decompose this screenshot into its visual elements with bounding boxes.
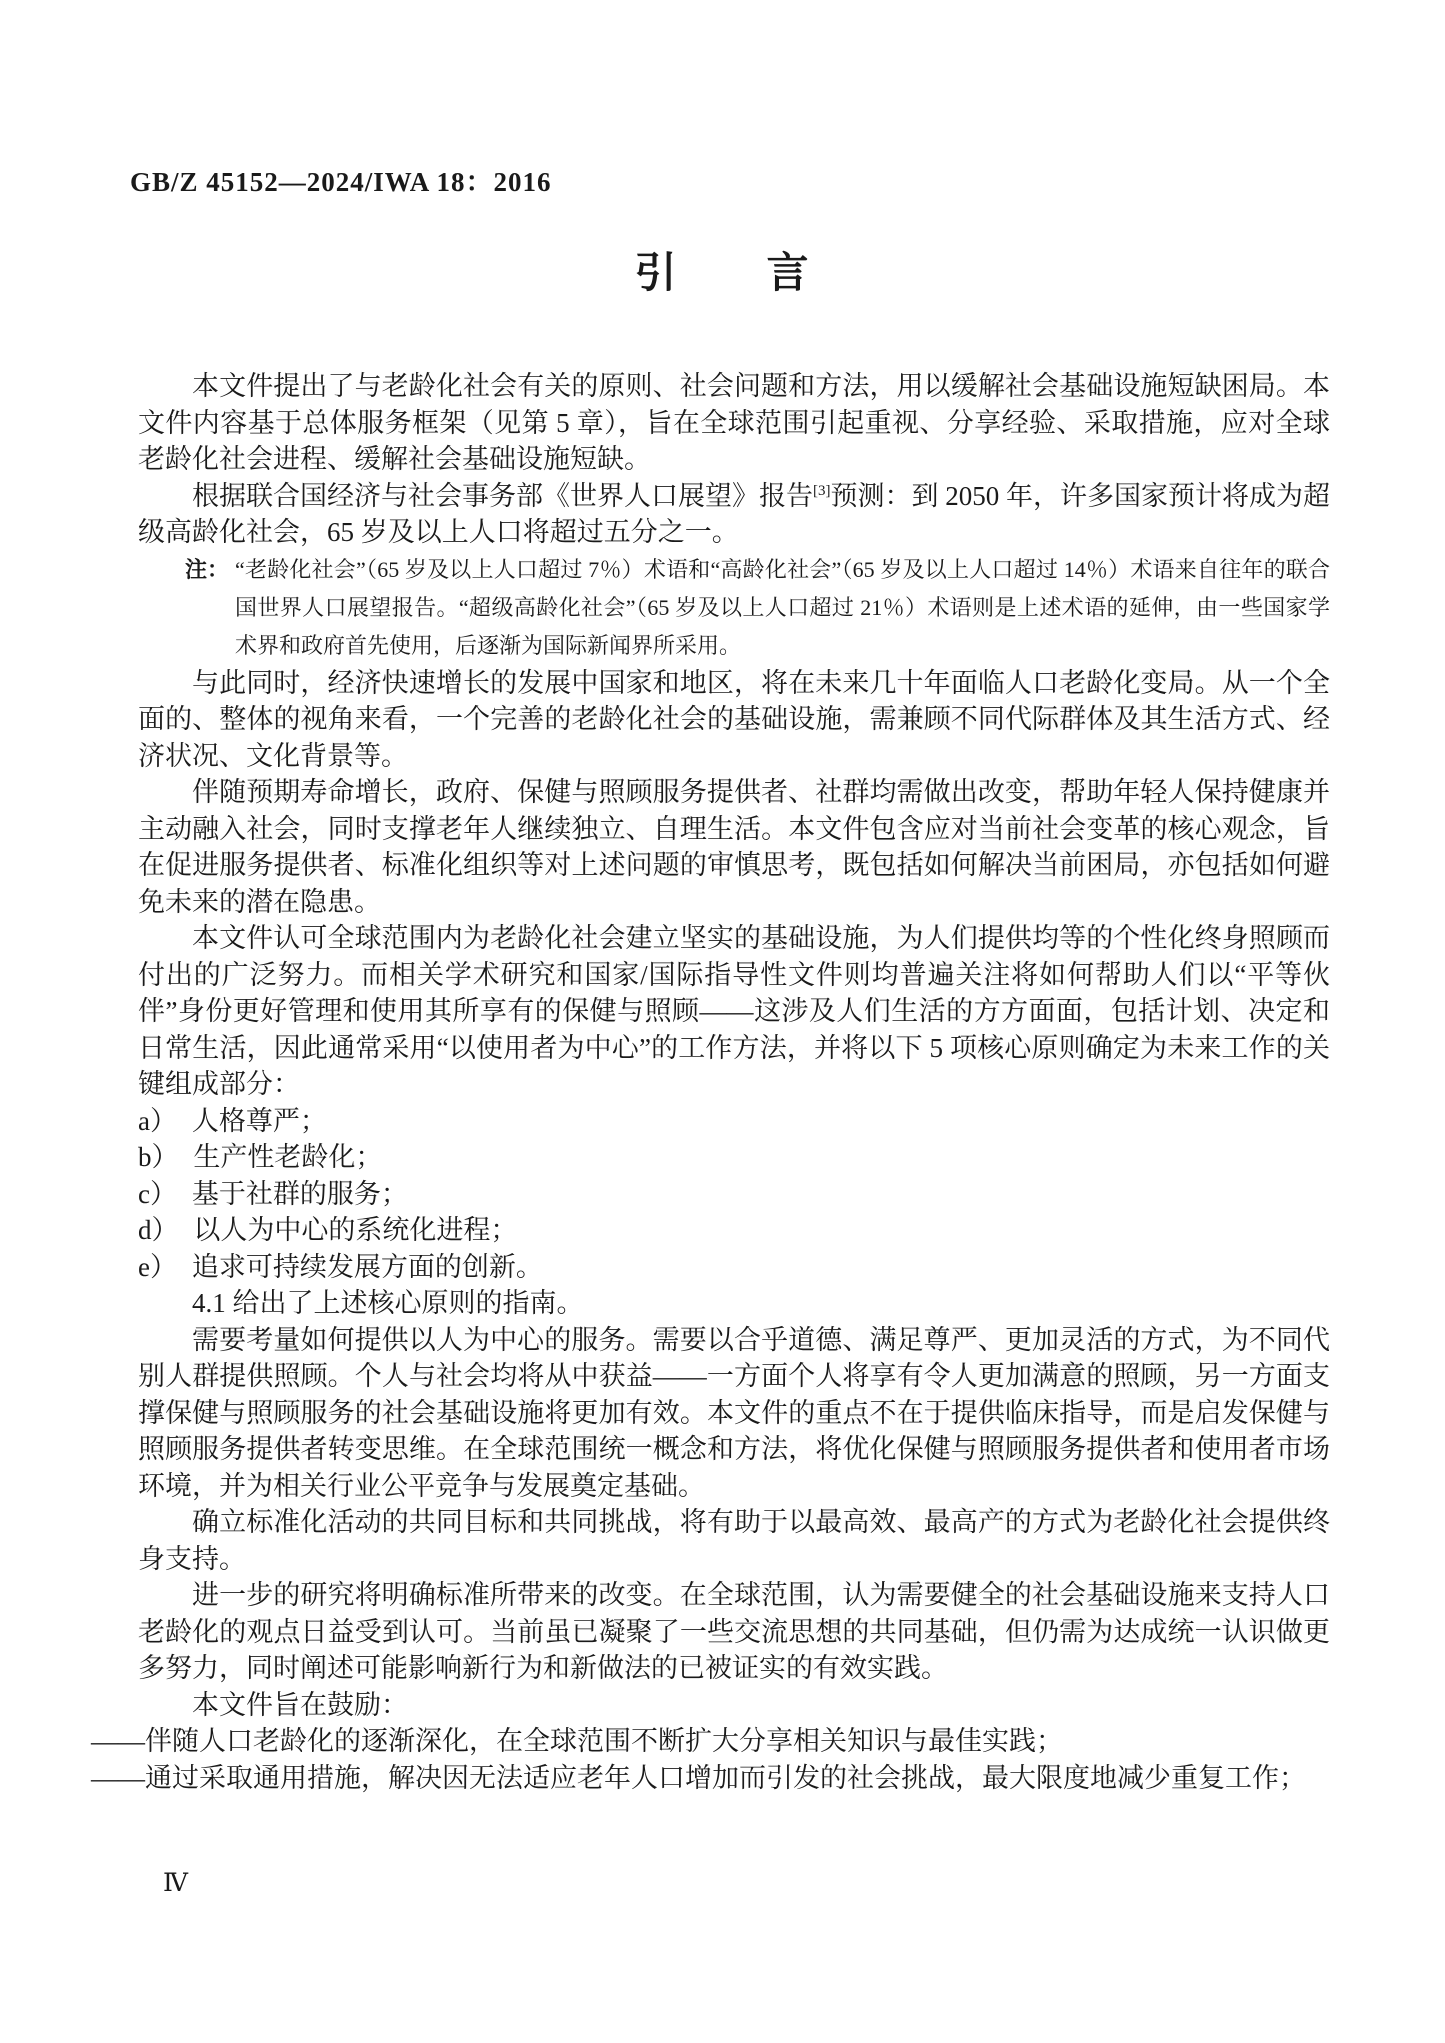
dash-list-item-1: ——伴随人口老龄化的逐渐深化，在全球范围不断扩大分享相关知识与最佳实践； [91,1726,1063,1756]
intro-paragraph-2 [138,478,1330,551]
paragraph-text: 根据联合国经济与社会事务部《世界人口展望》报告 [192,480,813,511]
dash-list-item-2: ——通过采取通用措施，解决因无法适应老年人口增加而引发的社会挑战，最大限度地减少重复工作； [91,1762,1306,1793]
intro-paragraph-6: 4.1 给出了上述核心原则的指南。 [192,1288,584,1318]
intro-paragraph-9: 进一步的研究将明确标准所带来的改变。在全球范围，认为需要健全的社会基础设施来支持人口老龄化的观点日益受到认可。当前虽已凝聚了一些交流思想的共同基础，但仍需为达成统一认识做更多努力，同时阐述可能影响新行为和新做法的已被证实的有效实践。 [138,1580,1330,1683]
list-item-d [138,1212,1330,1249]
list-item-text: 生产性老龄化； [193,1142,383,1172]
standard-number: GB/Z 45152—2024/IWA 18：2016 [130,167,552,197]
list-item-b [138,1139,1330,1176]
intro-paragraph-8: 确立标准化活动的共同目标和共同挑战，将有助于以最高效、最高产的方式为老龄化社会提供终身支持。 [138,1507,1330,1574]
list-item-label: a） [138,1105,177,1136]
note-text: “老龄化社会”（65 岁及以上人口超过 7％）术语和“高龄化社会”（65 岁及以上人口超过 14％）术语来自往年的联合国世界人口展望报告。“超级高龄化社会”（65 岁及以上人口超过 21％）术语则是上述术语的延伸，由一些国家学术界和政府首先使用，后逐渐为国际新闻界所采用。 [235,556,1330,658]
paragraph-text: 预测：到 2050 年，许多国家预计将成为超级高龄化社会，65 岁及以上人口将超过五分之一。 [138,480,1330,547]
intro-paragraph-4: 伴随预期寿命增长，政府、保健与照顾服务提供者、社群均需做出改变，帮助年轻人保持健康并主动融入社会，同时支撑老年人继续独立、自理生活。本文件包含应对当前社会变革的核心观念，旨在促进服务提供者、标准化组织等对上述问题的审慎思考，既包括如何解决当前困局，亦包括如何避免未来的潜在隐患。 [138,777,1330,917]
list-item-label: b） [138,1142,179,1172]
list-item-text: 基于社群的服务； [191,1178,408,1209]
document-body [91,368,1330,1796]
intro-paragraph-7: 需要考量如何提供以人为中心的服务。需要以合乎道德、满足尊严、更加灵活的方式，为不同代别人群提供照顾。个人与社会均将从中获益——一方面个人将享有令人更加满意的照顾，另一方面支撑保健与照顾服务的社会基础设施将更加有效。本文件的重点不在于提供临床指导，而是启发保健与照顾服务提供者转变思维。在全球范围统一概念和方法，将优化保健与照顾服务提供者和使用者市场环境，并为相关行业公平竞争与发展奠定基础。 [138,1324,1330,1501]
intro-paragraph-10: 本文件旨在鼓励： [192,1689,408,1720]
list-item-label: d） [138,1215,179,1245]
intro-paragraph-1: 本文件提出了与老龄化社会有关的原则、社会问题和方法，用以缓解社会基础设施短缺困局。本文件内容基于总体服务框架（见第 5 章），旨在全球范围引起重视、分享经验、采取措施，应对全球老龄化社会进程、缓解社会基础设施短缺。 [138,371,1330,474]
list-item-c [138,1176,1330,1213]
note-label: 注： [185,556,230,582]
citation-ref: [3] [813,482,831,499]
note-block [185,551,1330,665]
page-number: Ⅳ [163,1870,188,1897]
list-item-text: 追求可持续发展方面的创新。 [191,1251,543,1282]
intro-paragraph-3: 与此同时，经济快速增长的发展中国家和地区，将在未来几十年面临人口老龄化变局。从一个全面的、整体的视角来看，一个完善的老龄化社会的基础设施，需兼顾不同代际群体及其生活方式、经济状况、文化背景等。 [138,667,1330,771]
page-title: 引 言 [634,249,811,296]
list-item-a [138,1103,1330,1140]
list-item-label: c） [138,1178,177,1209]
list-item-e [138,1249,1330,1286]
list-item-text: 人格尊严； [191,1105,327,1136]
list-item-text: 以人为中心的系统化进程； [193,1215,518,1245]
list-item-label: e） [138,1251,177,1282]
intro-paragraph-5: 本文件认可全球范围内为老龄化社会建立坚实的基础设施，为人们提供均等的个性化终身照顾而付出的广泛努力。而相关学术研究和国家/国际指导性文件则均普遍关注将如何帮助人们以“平等伙伴”身份更好管理和使用其所享有的保健与照顾——这涉及人们生活的方方面面，包括计划、决定和日常生活，因此通常采用“以使用者为中心”的工作方法，并将以下 5 项核心原则确定为未来工作的关键组成部分： [138,923,1330,1099]
